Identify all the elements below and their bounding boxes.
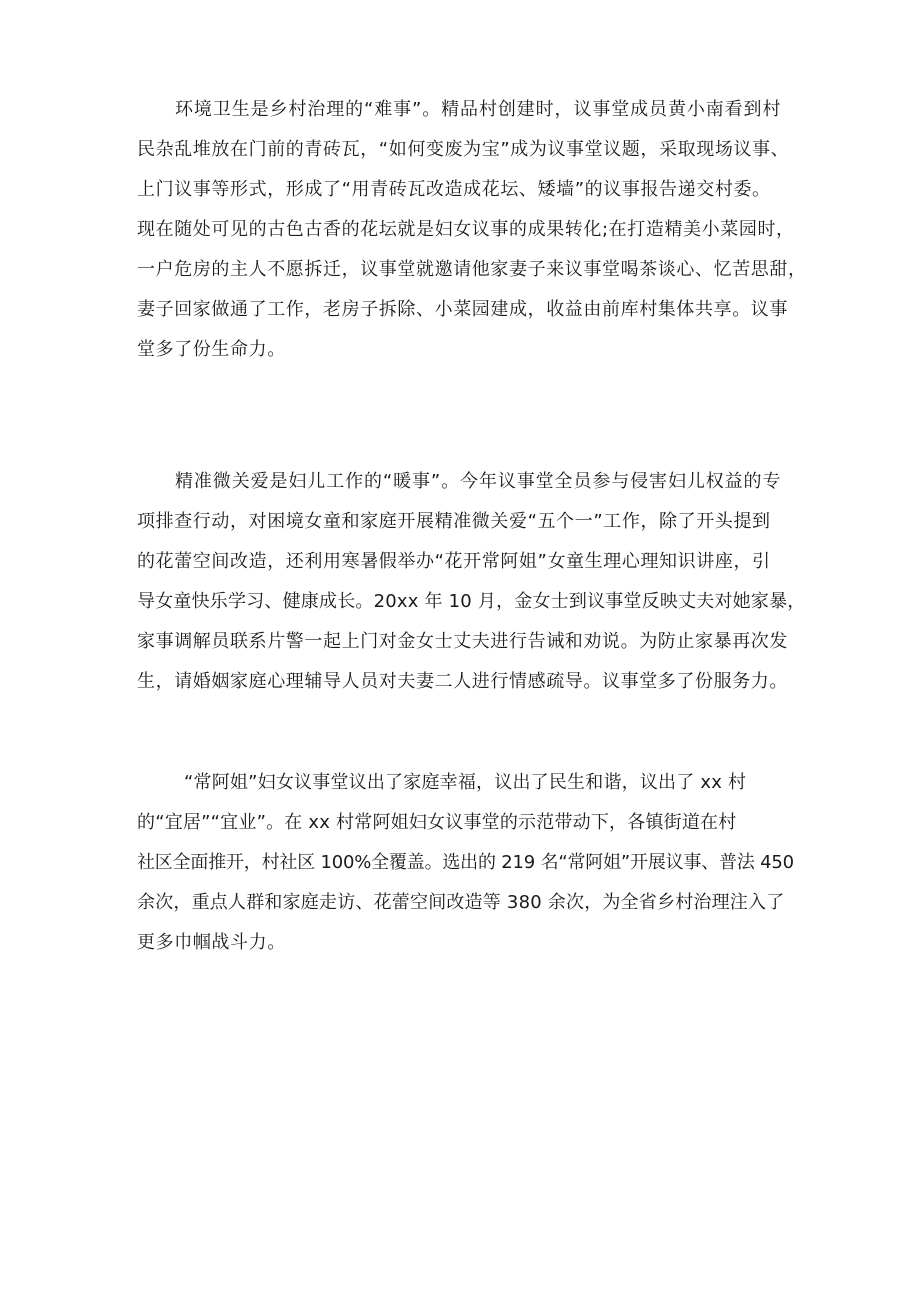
paragraph-line: 的花蕾空间改造，还利用寒暑假举办“花开常阿姐”女童生理心理知识讲座，引 bbox=[137, 551, 771, 572]
paragraph-line: 现在随处可见的古色古香的花坛就是妇女议事的成果转化;在打造精美小菜园时， bbox=[137, 219, 795, 240]
paragraph-line: 堂多了份生命力。 bbox=[137, 339, 286, 360]
paragraph-line: 一户危房的主人不愿拆迁，议事堂就邀请他家妻子来议事堂喝茶谈心、忆苦思甜， bbox=[137, 259, 807, 280]
paragraph-line: 民杂乱堆放在门前的青砖瓦，“如何变废为宝”成为议事堂议题，采取现场议事、 bbox=[137, 139, 790, 160]
paragraph-line: 环境卫生是乡村治理的“难事”。精品村创建时，议事堂成员黄小南看到村 bbox=[175, 99, 782, 120]
paragraph-line: 家事调解员联系片警一起上门对金女士丈夫进行告诫和劝说。为防止家暴再次发 bbox=[137, 631, 788, 652]
paragraph-line: “常阿姐”妇女议事堂议出了家庭幸福，议出了民生和谐，议出了 xx 村 bbox=[184, 772, 747, 793]
paragraph-line: 导女童快乐学习、健康成长。20xx 年 10 月，金女士到议事堂反映丈夫对她家暴， bbox=[137, 591, 806, 612]
paragraph-line: 妻子回家做通了工作，老房子拆除、小菜园建成，收益由前库村集体共享。议事 bbox=[137, 299, 788, 320]
paragraph-line: 上门议事等形式，形成了“用青砖瓦改造成花坛、矮墙”的议事报告递交村委。 bbox=[137, 179, 771, 200]
paragraph-line: 余次，重点人群和家庭走访、花蕾空间改造等 380 余次，为全省乡村治理注入了 bbox=[137, 892, 785, 913]
paragraph-line: 项排查行动，对困境女童和家庭开展精准微关爱“五个一”工作，除了开头提到 bbox=[137, 511, 771, 532]
paragraph-line: 更多巾帼战斗力。 bbox=[137, 932, 286, 953]
paragraph-line: 的“宜居”“宜业”。在 xx 村常阿姐妇女议事堂的示范带动下，各镇街道在村 bbox=[137, 812, 737, 833]
paragraph-line: 精准微关爱是妇儿工作的“暖事”。今年议事堂全员参与侵害妇儿权益的专 bbox=[175, 471, 782, 492]
paragraph-line: 生，请婚姻家庭心理辅导人员对夫妻二人进行情感疏导。议事堂多了份服务力。 bbox=[137, 671, 788, 692]
paragraph-line: 社区全面推开，村社区 100%全覆盖。选出的 219 名“常阿姐”开展议事、普法 450 bbox=[137, 852, 794, 873]
